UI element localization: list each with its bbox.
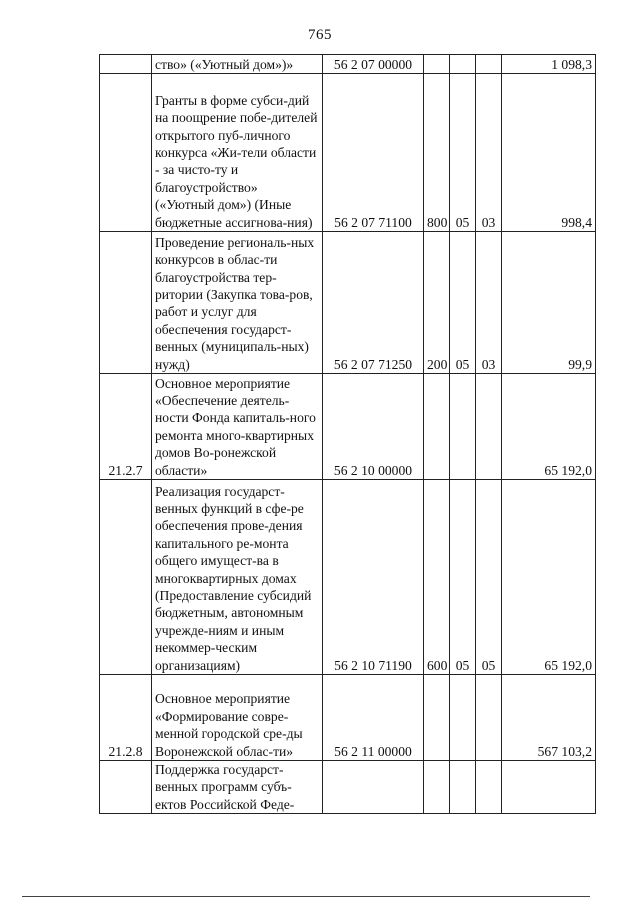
expense-type (424, 675, 450, 761)
expense-type: 200 (424, 232, 450, 374)
amount: 567 103,2 (502, 675, 596, 761)
section: 05 (450, 480, 476, 675)
row-name: Гранты в форме субси-дий на поощрение побе-дителей открытого пуб-личного конкурса «Жи-тели области - за чисто-ту и благоустройство» («Уютный дом») (Иные бюджетные ассигнова-ния) (152, 74, 323, 232)
row-name: Поддержка государст-венных программ субъ-ектов Российской Феде- (152, 761, 323, 814)
subsection (476, 374, 502, 480)
budget-table (99, 54, 596, 814)
row-name: Основное мероприятие «Обеспечение деятель-ности Фонда капиталь-ного ремонта много-квартирных домов Во-ронежской области» (152, 374, 323, 480)
row-number (100, 761, 152, 814)
row-number: 21.2.8 (100, 675, 152, 761)
subsection (476, 761, 502, 814)
subsection: 05 (476, 480, 502, 675)
amount: 1 098,3 (502, 55, 596, 74)
expense-type: 800 (424, 74, 450, 232)
subsection (476, 675, 502, 761)
expense-type (424, 55, 450, 74)
amount: 65 192,0 (502, 374, 596, 480)
table-row (100, 675, 596, 761)
target-code: 56 2 07 71100 (323, 74, 424, 232)
section (450, 374, 476, 480)
section (450, 675, 476, 761)
amount: 998,4 (502, 74, 596, 232)
row-name: Проведение региональ-ных конкурсов в облас-ти благоустройства тер-ритории (Закупка това-ров, работ и услуг для обеспечения государст-венных (муниципаль-ных) нужд) (152, 232, 323, 374)
target-code: 56 2 10 71190 (323, 480, 424, 675)
subsection (476, 55, 502, 74)
amount: 99,9 (502, 232, 596, 374)
expense-type (424, 761, 450, 814)
table-row (100, 374, 596, 480)
row-number: 21.2.7 (100, 374, 152, 480)
table-row (100, 232, 596, 374)
target-code: 56 2 11 00000 (323, 675, 424, 761)
section (450, 55, 476, 74)
section: 05 (450, 232, 476, 374)
target-code: 56 2 07 00000 (323, 55, 424, 74)
row-name: Основное мероприятие «Формирование совре-менной городской сре-ды Воронежской облас-ти» (152, 675, 323, 761)
row-name: ство» («Уютный дом»)» (152, 55, 323, 74)
row-number (100, 480, 152, 675)
expense-type (424, 374, 450, 480)
table-row (100, 55, 596, 74)
subsection: 03 (476, 232, 502, 374)
page-number: 765 (308, 27, 332, 43)
section (450, 761, 476, 814)
target-code: 56 2 10 00000 (323, 374, 424, 480)
row-number (100, 74, 152, 232)
table-row (100, 74, 596, 232)
target-code (323, 761, 424, 814)
row-number (100, 55, 152, 74)
amount: 65 192,0 (502, 480, 596, 675)
row-number (100, 232, 152, 374)
target-code: 56 2 07 71250 (323, 232, 424, 374)
bottom-rule (22, 896, 590, 897)
table-row (100, 480, 596, 675)
amount (502, 761, 596, 814)
section: 05 (450, 74, 476, 232)
row-name: Реализация государст-венных функций в сфе-ре обеспечения прове-дения капитального ре-монта общего имущест-ва в многоквартирных домах (Предоставление субсидий бюджетным, автономным учрежде-ниям и иным некоммер-ческим организациям) (152, 480, 323, 675)
expense-type: 600 (424, 480, 450, 675)
subsection: 03 (476, 74, 502, 232)
table-row (100, 761, 596, 814)
